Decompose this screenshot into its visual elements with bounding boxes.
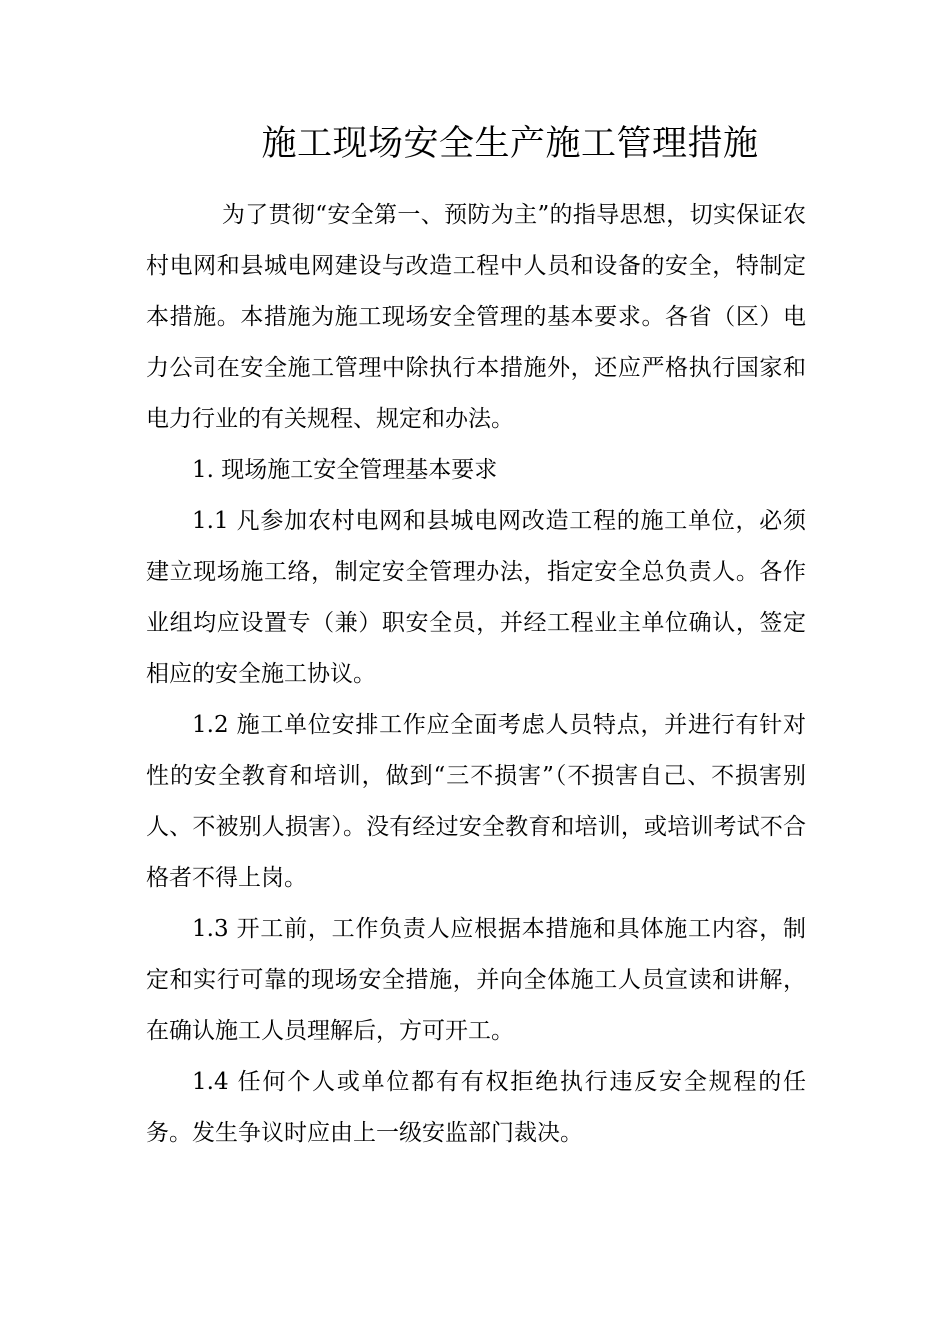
paragraph-1-2: 1.2 施工单位安排工作应全面考虑人员特点，并进行有针对性的安全教育和培训，做到“三不损害”（不损害自己、不损害别人、不被别人损害）。没有经过安全教育和培训，或培训考试不合格者不得上岗。	[146, 712, 806, 891]
paragraph-1-3: 1.3 开工前，工作负责人应根据本措施和具体施工内容，制定和实行可靠的现场安全措施，并向全体施工人员宣读和讲解，在确认施工人员理解后，方可开工。	[146, 916, 806, 1044]
paragraph-1-1: 1.1 凡参加农村电网和县城电网改造工程的施工单位，必须建立现场施工络，制定安全管理办法，指定安全总负责人。各作业组均应设置专（兼）职安全员，并经工程业主单位确认，签定相应的安全施工协议。	[146, 508, 806, 687]
document-body	[146, 190, 806, 1159]
document-title: 施工现场安全生产施工管理措施	[261, 124, 759, 164]
paragraph-1-4: 1.4 任何个人或单位都有有权拒绝执行违反安全规程的任务。发生争议时应由上一级安监部门裁决。	[146, 1069, 806, 1146]
section-heading-1: 1. 现场施工安全管理基本要求	[192, 457, 498, 483]
paragraph-intro: 为了贯彻“安全第一、预防为主”的指导思想，切实保证农村电网和县城电网建设与改造工程中人员和设备的安全，特制定本措施。本措施为施工现场安全管理的基本要求。各省（区）电力公司在安全施工管理中除执行本措施外，还应严格执行国家和电力行业的有关规程、规定和办法。	[146, 202, 806, 432]
